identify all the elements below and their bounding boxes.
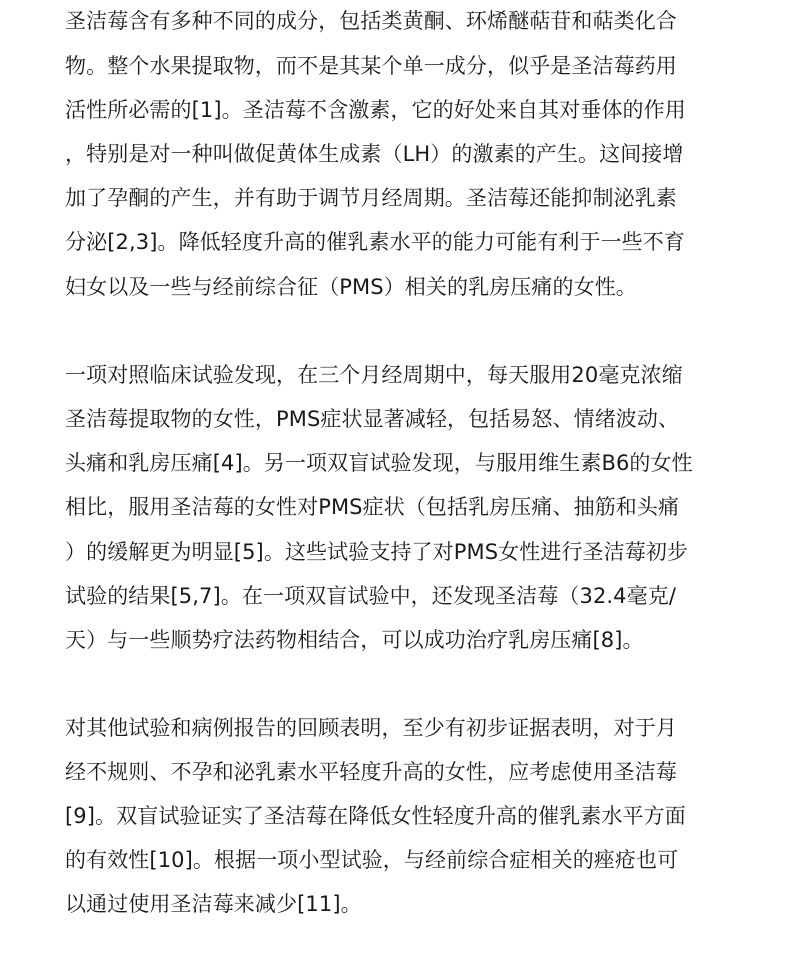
paragraph-3-line-2: 经不规则、不孕和泌乳素水平轻度升高的女性，应考虑使用圣洁莓 — [65, 760, 677, 784]
paragraph-2-line-4: 相比，服用圣洁莓的女性对PMS症状（包括乳房压痛、抽筋和头痛 — [65, 495, 680, 519]
paragraph-1-line-5: 加了孕酮的产生，并有助于调节月经周期。圣洁莓还能抑制泌乳素 — [65, 186, 677, 210]
paragraph-3-line-1: 对其他试验和病例报告的回顾表明，至少有初步证据表明，对于月 — [65, 716, 677, 740]
paragraph-3-line-5: 以通过使用圣洁莓来减少[11]。 — [65, 892, 362, 916]
paragraph-2-line-3: 头痛和乳房压痛[4]。另一项双盲试验发现，与服用维生素B6的女性 — [65, 451, 693, 475]
paragraph-2-line-7: 天）与一些顺势疗法药物相结合，可以成功治疗乳房压痛[8]。 — [65, 628, 644, 652]
paragraph-3-line-3: [9]。双盲试验证实了圣洁莓在降低女性轻度升高的催乳素水平方面 — [65, 804, 686, 828]
paragraph-1-line-2: 物。整个水果提取物，而不是其某个单一成分，似乎是圣洁莓药用 — [65, 54, 677, 78]
paragraph-2-line-5: ）的缓解更为明显[5]。这些试验支持了对PMS女性进行圣洁莓初步 — [65, 540, 689, 564]
paragraph-2-line-6: 试验的结果[5,7]。在一项双盲试验中，还发现圣洁莓（32.4毫克/ — [65, 584, 677, 608]
paragraph-1-line-1: 圣洁莓含有多种不同的成分，包括类黄酮、环烯醚萜苷和萜类化合 — [65, 9, 677, 33]
paragraph-1-line-3: 活性所必需的[1]。圣洁莓不含激素，它的好处来自其对垂体的作用 — [65, 98, 686, 122]
paragraph-1-line-6: 分泌[2,3]。降低轻度升高的催乳素水平的能力可能有利于一些不育 — [65, 230, 685, 254]
paragraph-3-line-4: 的有效性[10]。根据一项小型试验，与经前综合症相关的痤疮也可 — [65, 848, 679, 872]
paragraph-2-line-2: 圣洁莓提取物的女性，PMS症状显著减轻，包括易怒、情绪波动、 — [65, 407, 680, 431]
paragraph-1-line-4: ，特别是对一种叫做促黄体生成素（LH）的激素的产生。这间接增 — [65, 142, 684, 166]
paragraph-2-line-1: 一项对照临床试验发现，在三个月经周期中，每天服用20毫克浓缩 — [65, 363, 683, 387]
paragraph-1-line-7: 妇女以及一些与经前综合征（PMS）相关的乳房压痛的女性。 — [65, 275, 637, 299]
